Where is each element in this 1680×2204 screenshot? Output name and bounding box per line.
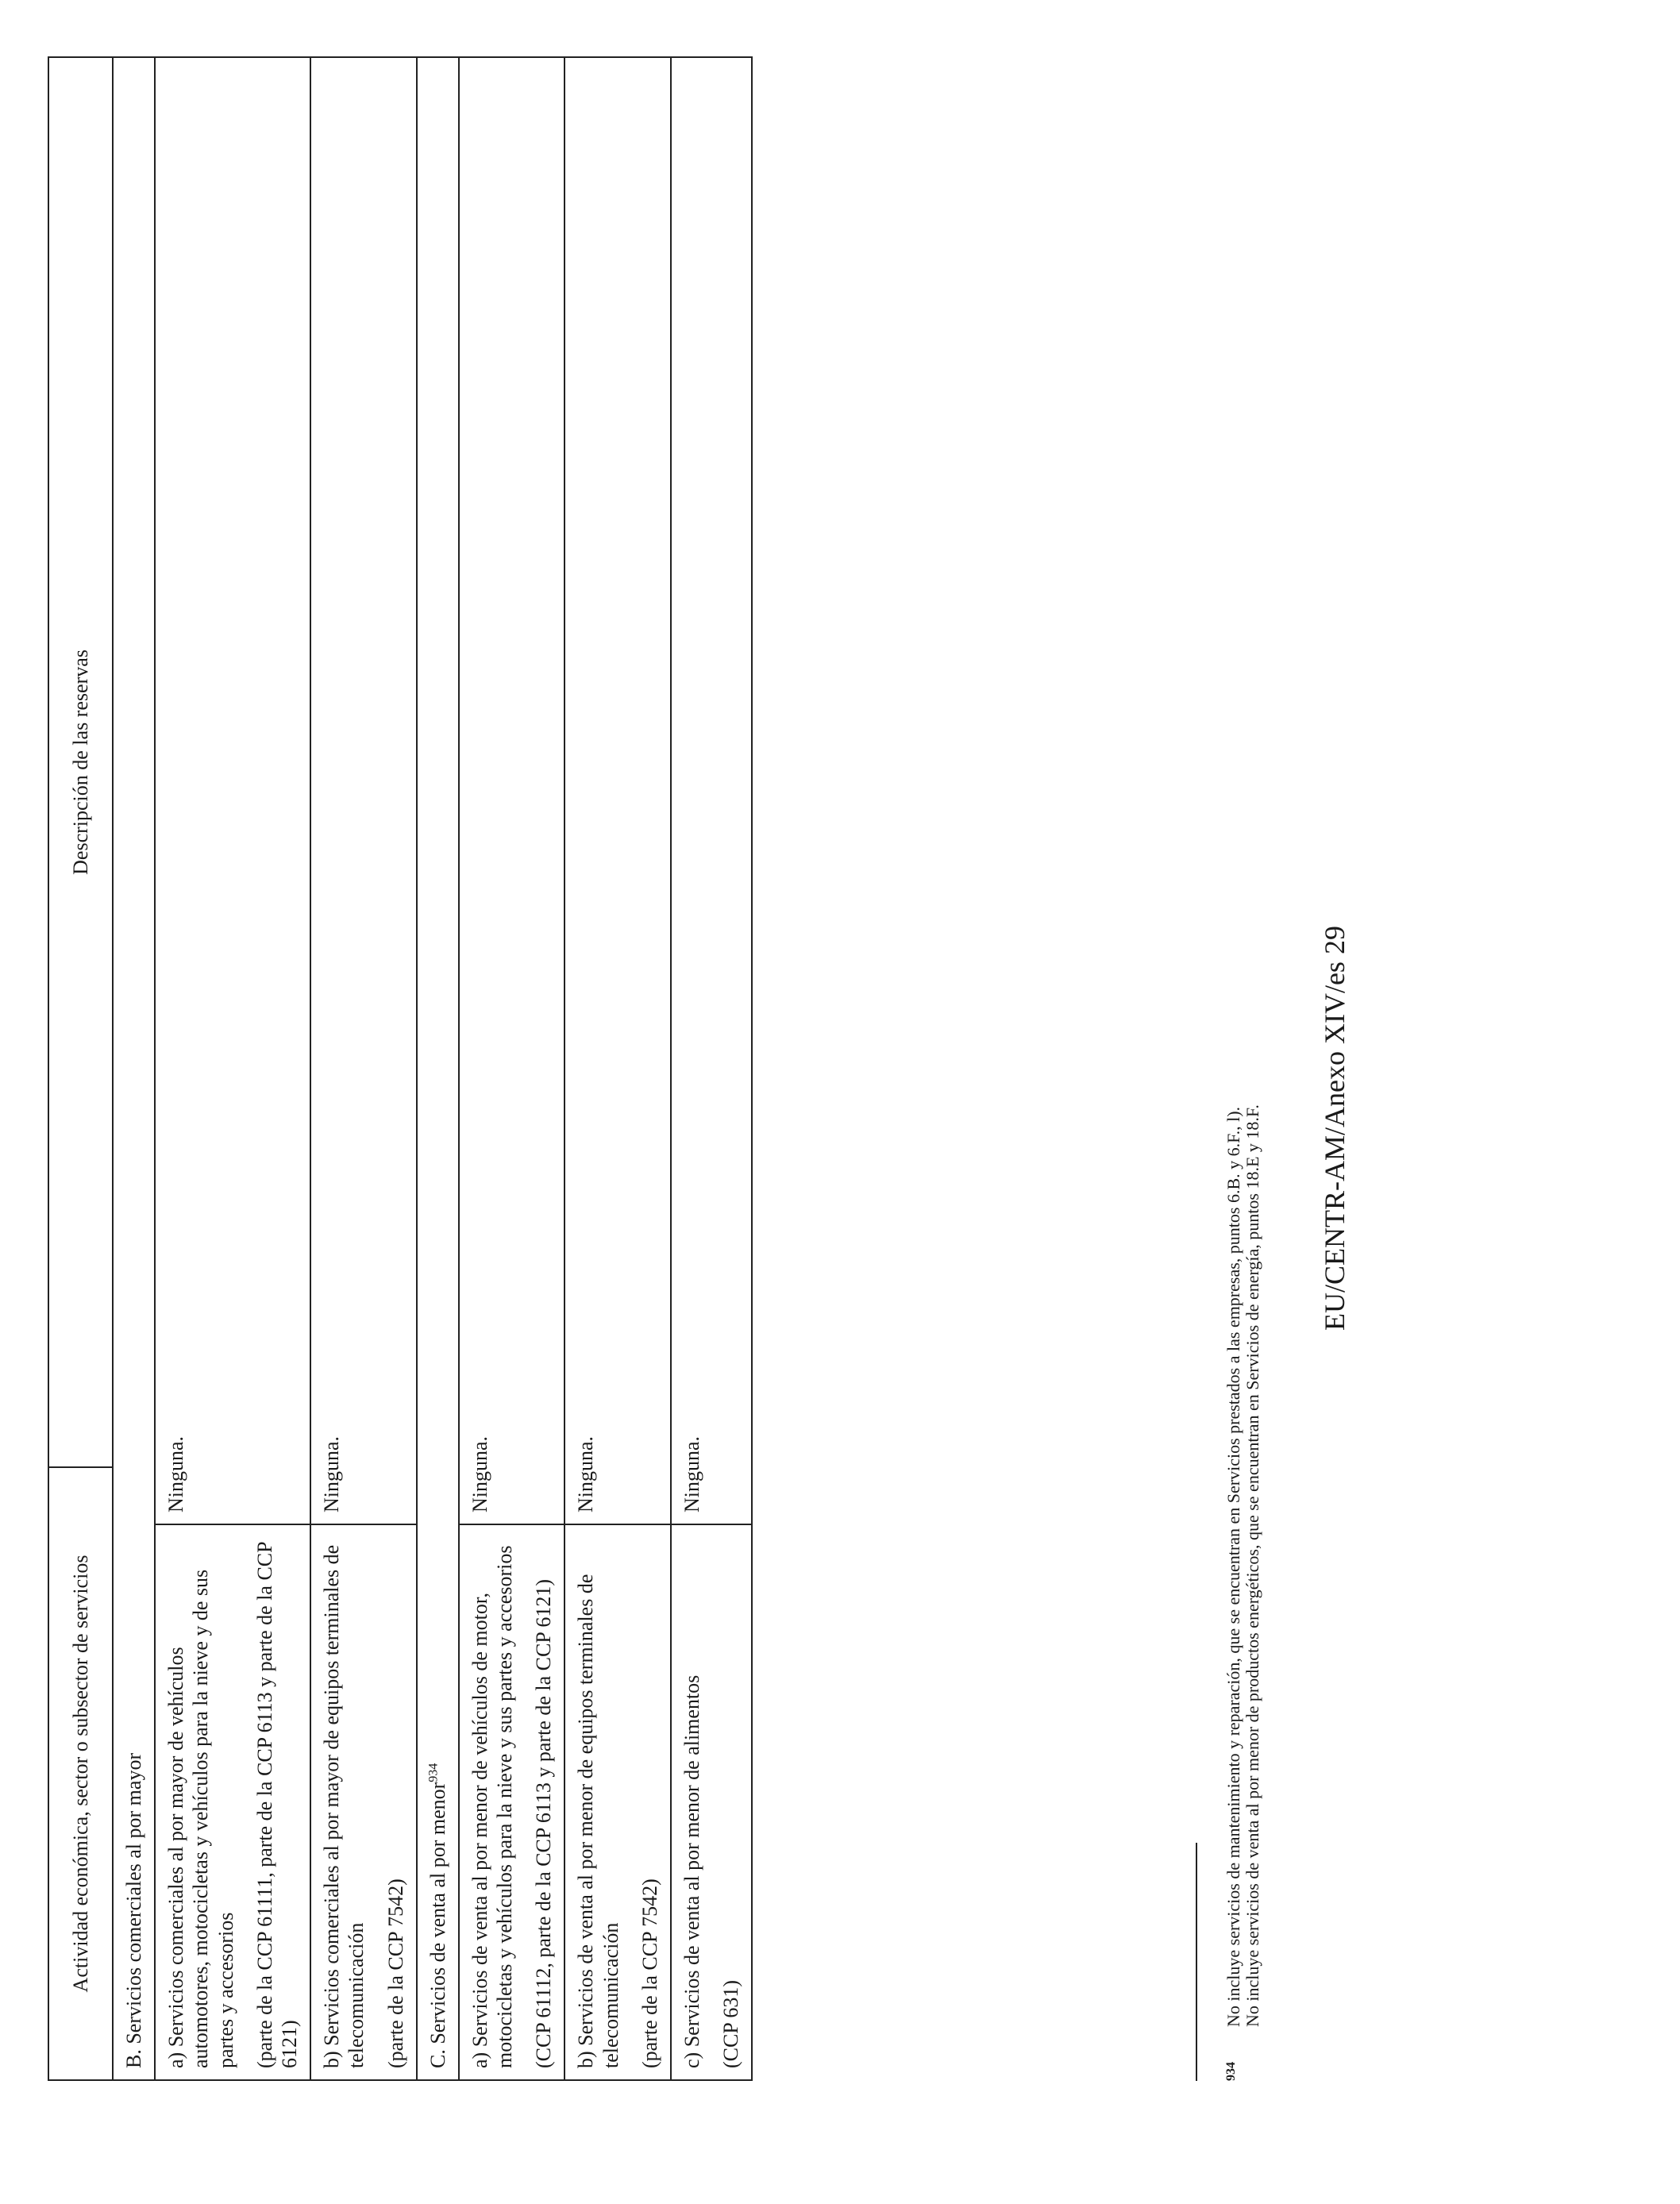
section-title: C. Servicios de venta al por menor [426,1782,449,2068]
table-row [310,57,417,2080]
footnote-number: 934 [1224,2062,1238,2081]
header-reservations: Descripción de las reservas [48,57,113,1467]
table-header-row [48,57,113,2080]
activity-text: b) Servicios comerciales al por mayor de equipos terminales de telecomunicación [320,1544,368,2068]
activity-cell [155,1524,310,2080]
reservation-cell: Ninguna. [155,57,310,1524]
footnotes [1224,175,1262,2081]
activity-cell [459,1524,565,2080]
footnote-marker: 934 [426,1763,441,1782]
page-footer: EU/CENTR-AM/Anexo XIV/es 29 [1319,926,1351,1331]
activity-cell [310,1524,417,2080]
ccp-code: (parte de la CCP 7542) [383,1878,407,2068]
section-title: B. Servicios comerciales al por mayor [122,1752,145,2068]
ccp-code: (CCP 631) [719,1980,743,2068]
footnote-line: No incluye servicios de mantenimiento y reparación, que se encuentran en Servicios prestados a las empresas, puntos 6.B. y 6.F., l). [1223,1106,1243,2027]
activity-cell [564,1524,671,2080]
table-row [459,57,565,2080]
reservation-cell: Ninguna. [564,57,671,1524]
ccp-code: (parte de la CCP 7542) [638,1878,661,2068]
table-row [671,57,752,2080]
activity-text: a) Servicios comerciales al por mayor de vehículos automotores, motocicletas y vehículos para la nieve y de sus partes y accesorios [164,1569,237,2068]
activity-text: c) Servicios de venta al por menor de alimentos [680,1674,703,2068]
section-title-cell [113,1524,155,2080]
section-title-cell [417,1524,459,2080]
reservation-cell: Ninguna. [459,57,565,1524]
table-row [564,57,671,2080]
section-row [113,57,155,2080]
activity-text: b) Servicios de venta al por menor de equipos terminales de telecomunicación [574,1574,622,2068]
ccp-code: (parte de la CCP 61111, parte de la CCP 6113 y parte de la CCP 6121) [252,1542,301,2068]
footnote-divider [1196,1843,1197,2081]
activity-cell [671,1524,752,2080]
ccp-code: (CCP 61112, parte de la CCP 6113 y parte de la CCP 6121) [532,1579,556,2068]
header-activity: Actividad económica, sector o subsector de servicios [48,1467,113,2080]
reservations-table [48,56,753,2081]
reservation-cell: Ninguna. [671,57,752,1524]
table-row [155,57,310,2080]
reservation-cell: Ninguna. [310,57,417,1524]
footnote-line: No incluye servicios de venta al por menor de productos energéticos, que se encuentran en Servicios de energía, puntos 18.E y 18.F. [1243,1104,1263,2027]
activity-text: a) Servicios de venta al por menor de vehículos de motor, motocicletas y vehículos para la nieve y sus partes y accesorios [468,1545,517,2068]
section-row [417,57,459,2080]
section-spacer-cell [113,57,155,1524]
section-spacer-cell [417,57,459,1524]
